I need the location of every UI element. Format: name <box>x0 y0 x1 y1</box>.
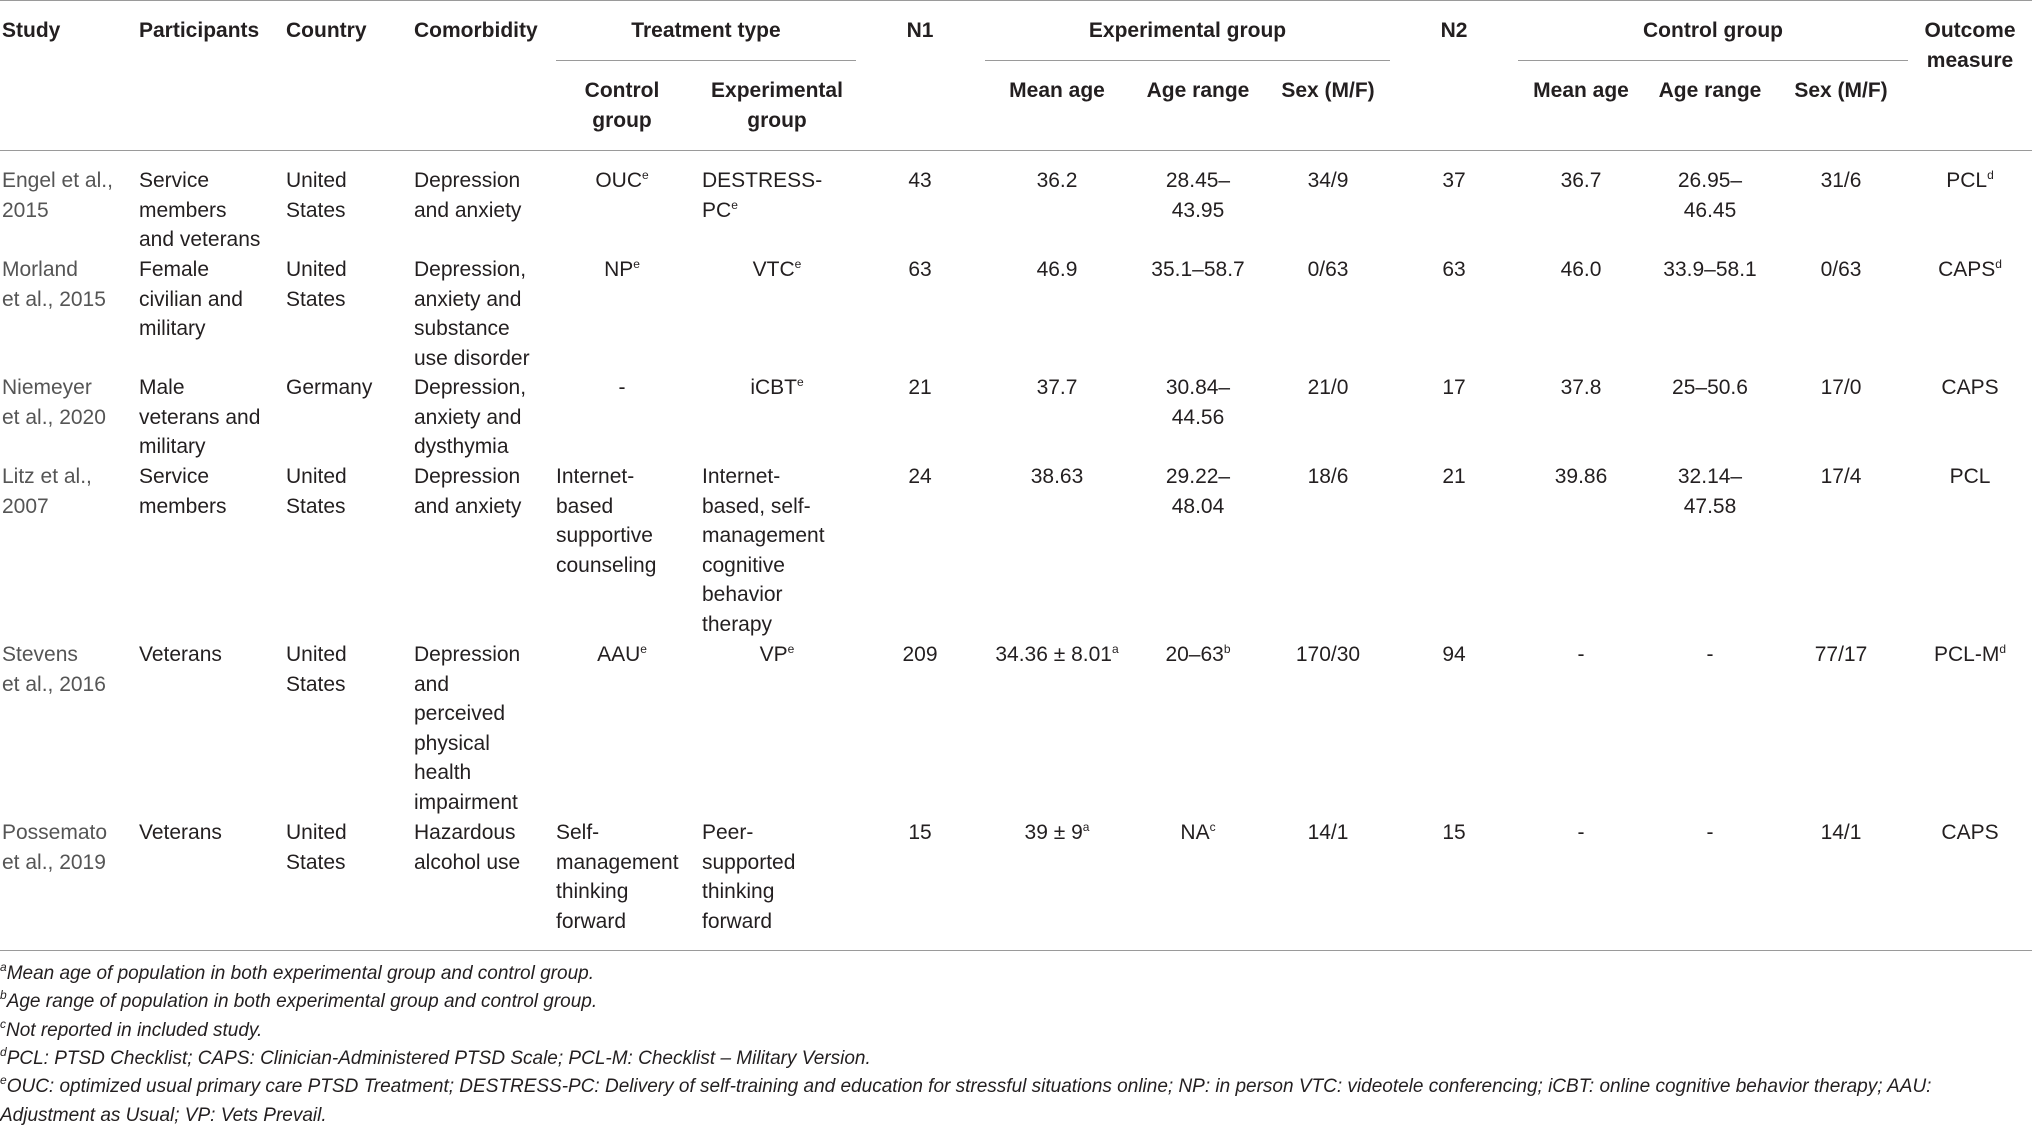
header-comorbidity: Comorbidity <box>414 19 538 42</box>
cell-n2: 63 <box>1442 258 1466 281</box>
cell-ctrl-sex: 17/0 <box>1820 376 1862 399</box>
cell-ctrl-sex: 17/4 <box>1820 465 1862 488</box>
cell-experimental-treatment: Internet- based, self- management cognitive behavior therapy <box>702 465 825 636</box>
header-exp-age-range: Age range <box>1146 79 1250 102</box>
cell-outcome: PCL$^d$ <box>1946 168 1994 192</box>
header-exp-sex: Sex (M/F) <box>1281 79 1375 102</box>
cell-ctrl-age-range: 26.95– 46.45 <box>1677 169 1743 222</box>
cell-ctrl-age-range: - <box>1706 821 1714 844</box>
experimental-group-rule <box>985 60 1390 61</box>
control-group-rule <box>1518 60 1908 61</box>
cell-exp-sex: 34/9 <box>1307 169 1349 192</box>
cell-outcome: PCL <box>1949 465 1991 488</box>
cell-ctrl-age-range: 25–50.6 <box>1672 376 1748 399</box>
cell-outcome: CAPS <box>1941 376 1999 399</box>
header-experimental-group: Experimental group <box>1088 19 1287 42</box>
cell-n1: 63 <box>908 258 932 281</box>
cell-n1: 21 <box>908 376 932 399</box>
cell-experimental-treatment: Peer- supported thinking forward <box>702 821 796 933</box>
cell-n1: 43 <box>908 169 932 192</box>
treatment-type-rule <box>556 60 856 61</box>
cell-n2: 21 <box>1442 465 1466 488</box>
cell-exp-mean-age: 38.63 <box>1030 465 1084 488</box>
cell-n2: 17 <box>1442 376 1466 399</box>
header-control-group: Control group <box>1643 19 1783 42</box>
cell-ctrl-mean-age: 46.0 <box>1560 258 1602 281</box>
header-outcome-measure: Outcome measure <box>1924 19 2016 72</box>
cell-ctrl-mean-age: 39.86 <box>1554 465 1608 488</box>
cell-comorbidity: Depression and anxiety <box>414 465 522 518</box>
cell-ctrl-age-range: 33.9–58.1 <box>1663 258 1757 281</box>
cell-comorbidity: Hazardous alcohol use <box>414 821 521 874</box>
header-ctrl-sex: Sex (M/F) <box>1794 79 1888 102</box>
cell-country: United States <box>286 169 347 222</box>
cell-ctrl-sex: 0/63 <box>1820 258 1862 281</box>
cell-exp-age-range: 29.22– 48.04 <box>1165 465 1231 518</box>
cell-study: Engel et al., 2015 <box>2 169 113 222</box>
table-top-rule <box>0 0 2032 1</box>
header-n1: N1 <box>906 19 934 42</box>
cell-n2: 94 <box>1442 643 1466 666</box>
cell-exp-mean-age: 46.9 <box>1036 258 1078 281</box>
cell-experimental-treatment: $VP^e$ <box>759 642 795 666</box>
cell-exp-mean-age: 34.36 ± 8.01$^a$ <box>995 642 1119 666</box>
cell-exp-sex: 18/6 <box>1307 465 1349 488</box>
cell-exp-age-range: 30.84– 44.56 <box>1165 376 1231 429</box>
header-exp-mean-age: Mean age <box>1009 79 1105 102</box>
footnote: Adjustment as Usual; VP: Vets Prevail. <box>0 1104 327 1126</box>
cell-n2: 37 <box>1442 169 1466 192</box>
footnote: $^e$OUC: optimized usual primary care PTSD Treatment; DESTRESS-PC: Delivery of self-training and education for stressful situations online; NP: in person VTC: videotele conferencing; iCBT: online cognitive behavior therapy; AAU: <box>0 1073 1932 1098</box>
cell-n1: 15 <box>908 821 932 844</box>
header-country: Country <box>286 19 367 42</box>
cell-comorbidity: Depression, anxiety and dysthymia <box>414 376 527 458</box>
cell-exp-age-range: $NA^c$ <box>1180 820 1216 844</box>
cell-comorbidity: Depression and anxiety <box>414 169 522 222</box>
cell-ctrl-mean-age: 37.8 <box>1560 376 1602 399</box>
cell-participants: Veterans <box>139 821 222 844</box>
cell-study: Niemeyer et al., 2020 <box>2 376 106 429</box>
cell-exp-mean-age: 37.7 <box>1036 376 1078 399</box>
cell-outcome: PCL-$M^d$ <box>1933 642 2007 666</box>
header-participants: Participants <box>139 19 260 42</box>
cell-exp-sex: 14/1 <box>1307 821 1349 844</box>
cell-study: Morland et al., 2015 <box>2 258 106 311</box>
cell-control-treatment: OUC$^e$ <box>595 168 649 192</box>
cell-ctrl-sex: 31/6 <box>1820 169 1862 192</box>
cell-control-treatment: AAU$^e$ <box>597 642 647 666</box>
cell-exp-sex: 170/30 <box>1295 643 1361 666</box>
footnote: $^b$Age range of population in both experimental group and control group. <box>0 988 598 1013</box>
cell-control-treatment: Self- management thinking forward <box>556 821 679 933</box>
cell-participants: Female civilian and military <box>139 258 243 340</box>
cell-exp-age-range: 35.1–58.7 <box>1151 258 1245 281</box>
cell-ctrl-mean-age: - <box>1577 821 1585 844</box>
cell-exp-age-range: 28.45– 43.95 <box>1165 169 1231 222</box>
header-ctrl-age-range: Age range <box>1658 79 1762 102</box>
cell-ctrl-mean-age: 36.7 <box>1560 169 1602 192</box>
cell-n2: 15 <box>1442 821 1466 844</box>
header-bottom-rule <box>0 150 2032 151</box>
cell-exp-sex: 21/0 <box>1307 376 1349 399</box>
cell-exp-mean-age: 36.2 <box>1036 169 1078 192</box>
cell-n1: 209 <box>902 643 938 666</box>
header-treatment-control: Control group <box>584 79 660 132</box>
cell-participants: Male veterans and military <box>139 376 261 458</box>
footnote: $^d$PCL: PTSD Checklist; CAPS: Clinician-Administered PTSD Scale; PCL-M: Checklist – Military Version. <box>0 1044 871 1069</box>
cell-n1: 24 <box>908 465 932 488</box>
cell-participants: Service members and veterans <box>139 169 261 251</box>
cell-experimental-treatment: DESTRESS- $PC^e$ <box>702 169 823 222</box>
cell-experimental-treatment: VTC$^e$ <box>752 257 802 281</box>
header-study: Study <box>2 19 61 42</box>
cell-study: Litz et al., 2007 <box>2 465 92 518</box>
header-treatment-type: Treatment type <box>631 19 781 42</box>
cell-country: United States <box>286 643 347 696</box>
table-bottom-rule <box>0 950 2032 951</box>
cell-exp-sex: 0/63 <box>1307 258 1349 281</box>
footnote: $^c$Not reported in included study. <box>0 1016 263 1041</box>
cell-exp-mean-age: $39 \pm 9^a$ <box>1024 820 1090 844</box>
header-ctrl-mean-age: Mean age <box>1533 79 1629 102</box>
cell-ctrl-age-range: 32.14– 47.58 <box>1677 465 1743 518</box>
footnote: $^a$Mean age of population in both experimental group and control group. <box>0 960 594 984</box>
cell-country: United States <box>286 821 347 874</box>
cell-study: Possemato et al., 2019 <box>2 821 108 874</box>
cell-comorbidity: Depression and perceived physical health impairment <box>414 643 521 814</box>
cell-control-treatment: Internet- based supportive counseling <box>556 465 657 577</box>
cell-country: Germany <box>286 376 373 399</box>
cell-exp-age-range: 20–63$^b$ <box>1165 642 1231 666</box>
cell-comorbidity: Depression, anxiety and substance use disorder <box>414 258 530 370</box>
cell-participants: Veterans <box>139 643 222 666</box>
cell-ctrl-sex: 14/1 <box>1820 821 1862 844</box>
cell-control-treatment: - <box>618 376 626 399</box>
cell-control-treatment: $NP^e$ <box>604 257 640 281</box>
cell-outcome: CAPS <box>1941 821 1999 844</box>
header-treatment-experimental: Experimental group <box>711 79 843 132</box>
cell-outcome: CAPS$^d$ <box>1938 257 2002 281</box>
cell-experimental-treatment: iCBT$^e$ <box>750 375 804 399</box>
header-n2: N2 <box>1440 19 1468 42</box>
cell-participants: Service members <box>139 465 227 518</box>
cell-ctrl-sex: 77/17 <box>1814 643 1868 666</box>
cell-ctrl-mean-age: - <box>1577 643 1585 666</box>
cell-ctrl-age-range: - <box>1706 643 1714 666</box>
cell-country: United States <box>286 258 347 311</box>
cell-country: United States <box>286 465 347 518</box>
cell-study: Stevens et al., 2016 <box>2 643 106 696</box>
